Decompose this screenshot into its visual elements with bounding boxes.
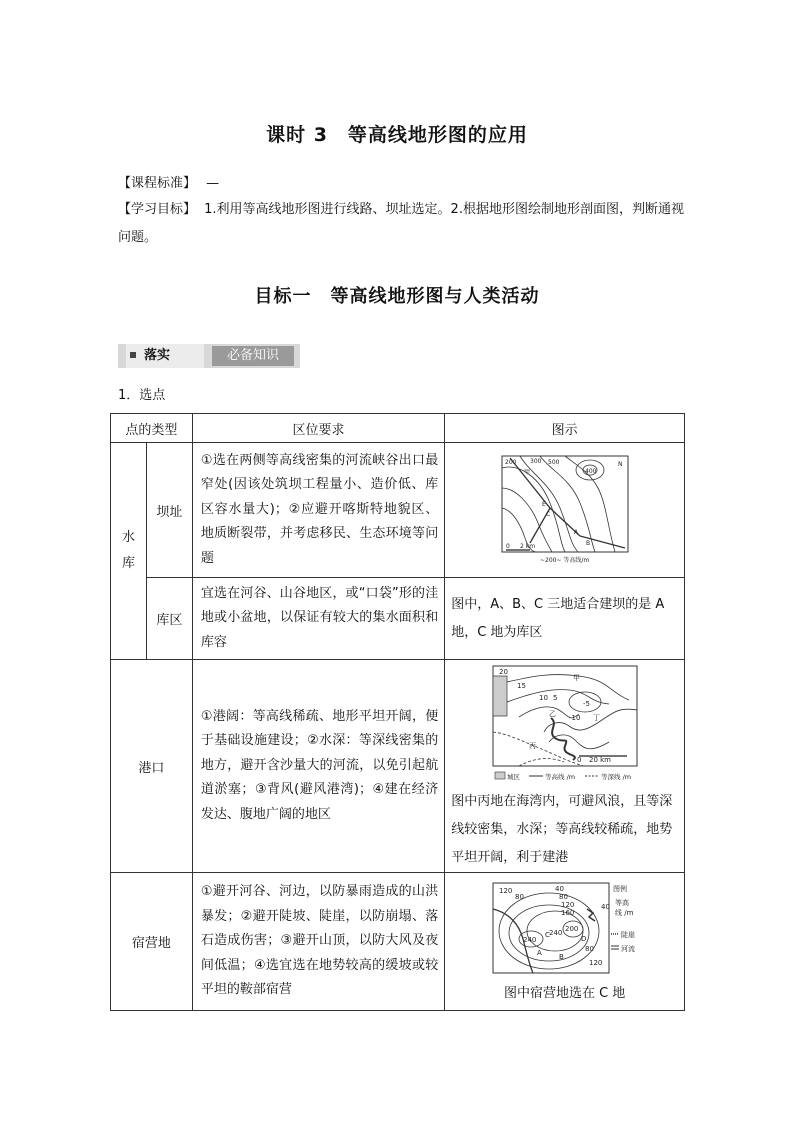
camp-caption: 图中宿营地选在 C 地 bbox=[503, 985, 626, 1001]
camp-legend-item: 等高 bbox=[614, 898, 629, 907]
camp-legend-item: 陡崖 bbox=[620, 930, 635, 939]
curriculum-value: — bbox=[206, 176, 220, 191]
page-title: 课时 3 等高线地形图的应用 bbox=[266, 124, 528, 146]
dam-map-label: 300 bbox=[529, 458, 542, 465]
port-map-number: 20 km bbox=[588, 756, 611, 764]
dam-map-label: 500 bbox=[547, 459, 560, 466]
reservoir-group-label: 水库 bbox=[121, 530, 135, 571]
camp-legend-item: 河流 bbox=[620, 944, 635, 953]
reservoir-group-cell bbox=[111, 443, 147, 660]
dam-text: ①选在两侧等高线密集的河流峡谷出口最窄处(因该处筑坝工程量小、造价低、库区容水量大)；②应避开喀斯特地貌区、地质断裂带，并考虑移民、生态环境等问题 bbox=[192, 443, 444, 578]
curriculum-label: 【课程标准】 bbox=[118, 176, 197, 191]
site-selection-table bbox=[110, 413, 685, 1011]
camp-map-number: 80 bbox=[558, 892, 568, 901]
port-map-number: 15 bbox=[516, 682, 526, 690]
camp-map-number: 80 bbox=[584, 944, 594, 953]
curriculum-line bbox=[118, 170, 688, 198]
knowledge-banner bbox=[118, 344, 300, 368]
port-text: ①港阔：等高线稀疏、地形平坦开阔，便于基础设施建设；②水深：等深线密集的地方，避开含沙量大的河流，以免引起航道淤塞；③背风(避风港湾)；④建在经济发达、腹地广阔的地区 bbox=[192, 660, 444, 873]
port-legend-item: 城区 bbox=[506, 773, 520, 781]
square-bullet-icon bbox=[130, 352, 136, 358]
area-text: 宜选在河谷、山谷地区，或“口袋”形的洼地或小盆地，以保证有较大的集水面积和库容 bbox=[192, 578, 444, 660]
dam-map-label: E bbox=[541, 501, 546, 508]
port-legend-item: 等高线 /m bbox=[544, 773, 575, 781]
camp-cell bbox=[445, 873, 685, 1011]
port-map-number: 甲 bbox=[572, 674, 580, 682]
section-title: 目标一 等高线地形图与人类活动 bbox=[254, 286, 540, 307]
table-header-row bbox=[111, 414, 685, 443]
table-row bbox=[111, 578, 685, 660]
port-cell bbox=[445, 660, 685, 873]
objectives-label: 【学习目标】 bbox=[118, 202, 197, 217]
table-row bbox=[111, 873, 685, 1011]
camp-legend-item: 40 bbox=[600, 902, 610, 911]
camp-legend-item: 线 /m bbox=[614, 908, 634, 917]
camp-map-number: C bbox=[544, 930, 550, 939]
port-map-number: 0 bbox=[576, 756, 582, 764]
banner-left bbox=[126, 344, 204, 368]
port-map-number: -5 bbox=[582, 700, 590, 708]
port-map-number: 5 bbox=[552, 694, 558, 702]
port-map-number: 20 bbox=[498, 668, 508, 676]
objectives-text: 1.利用等高线地形图进行线路、坝址选定。2.根据地形图绘制地形剖面图，判断通视问题。 bbox=[118, 202, 684, 245]
camp-map-number: 120 bbox=[498, 886, 512, 895]
camp-map-number: 240 bbox=[522, 935, 536, 944]
port-map-number: 10 bbox=[538, 694, 548, 702]
camp-map-number: 120 bbox=[588, 958, 602, 967]
camp-map-number: 120 bbox=[560, 900, 574, 909]
header-requirements: 区位要求 bbox=[192, 414, 444, 443]
dam-map-label: 400 bbox=[584, 468, 597, 475]
header-type: 点的类型 bbox=[111, 414, 193, 443]
camp-map-number: 160 bbox=[560, 908, 574, 917]
area-label: 库区 bbox=[146, 578, 192, 660]
camp-contour-map bbox=[489, 879, 641, 979]
dam-map-label: 200 bbox=[504, 459, 517, 466]
banner-right: 必备知识 bbox=[212, 346, 294, 366]
dam-map-label: A bbox=[573, 529, 578, 536]
port-contour-map bbox=[489, 662, 641, 784]
dam-map-cell bbox=[445, 443, 685, 578]
camp-map-number: 80 bbox=[514, 892, 524, 901]
banner-left-label: 落实 bbox=[144, 348, 171, 363]
reservoir-caption: 图中，A、B、C 三地适合建坝的是 A 地，C 地为库区 bbox=[445, 578, 685, 660]
dam-map-label: 2 km bbox=[519, 543, 535, 550]
camp-map-number: 200 bbox=[564, 924, 578, 933]
dam-map-label: B bbox=[585, 540, 590, 547]
port-map-number: 乙 bbox=[548, 710, 556, 718]
port-map-number: 丙 bbox=[528, 742, 536, 750]
port-label: 港口 bbox=[111, 660, 193, 873]
table-row bbox=[111, 660, 685, 873]
port-map-wrap bbox=[451, 660, 678, 788]
port-legend-item: 等深线 /m bbox=[600, 773, 631, 781]
port-caption: 图中丙地在海湾内，可避风浪，且等深线较密集，水深；等高线较稀疏，地势平坦开阔，利于建港 bbox=[451, 794, 673, 865]
dam-map-label: ~200~ 等高线/m bbox=[539, 557, 589, 564]
table-row bbox=[111, 443, 685, 578]
dam-contour-map bbox=[490, 448, 640, 568]
dam-map-label: 甲 bbox=[523, 469, 530, 476]
camp-map-number: A bbox=[536, 948, 542, 957]
header-diagram: 图示 bbox=[445, 414, 685, 443]
objectives-block bbox=[118, 196, 688, 252]
camp-map-number: D bbox=[580, 934, 586, 943]
item-heading: 1．选点 bbox=[118, 388, 166, 403]
dam-label: 坝址 bbox=[146, 443, 192, 578]
port-map-number: 丁 bbox=[592, 714, 600, 722]
camp-legend-title: 图例 bbox=[612, 884, 627, 893]
camp-text: ①避开河谷、河边，以防暴雨造成的山洪暴发；②避开陡坡、陡崖，以防崩塌、落石造成伤害；③避开山顶，以防大风及夜间低温；④选宜选在地势较高的缓坡或较平坦的鞍部宿营 bbox=[192, 873, 444, 1011]
camp-map-number: 240 bbox=[548, 928, 562, 937]
camp-map-number: 40 bbox=[554, 884, 564, 893]
dam-map-label: C bbox=[545, 511, 550, 518]
dam-map-label: N bbox=[617, 461, 623, 468]
port-map-number: -10 bbox=[568, 714, 581, 722]
camp-label: 宿营地 bbox=[111, 873, 193, 1011]
dam-map-label: 0 bbox=[505, 543, 510, 550]
camp-map-number: B bbox=[558, 952, 564, 961]
